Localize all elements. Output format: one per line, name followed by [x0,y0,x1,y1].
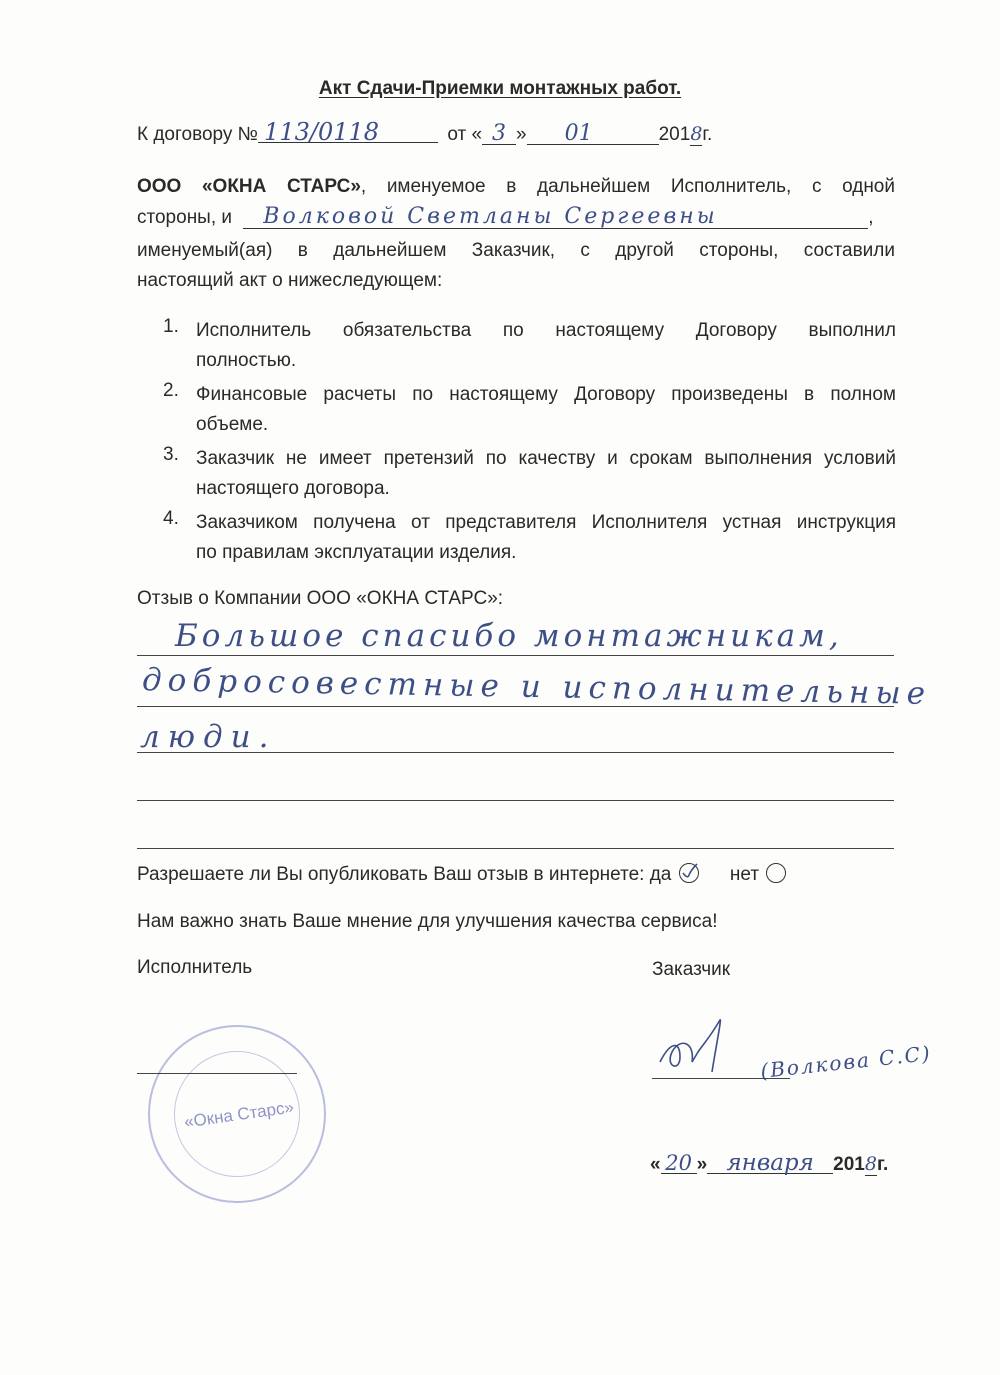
date-day [661,1153,697,1174]
stamp-text: «Окна Старс» [182,1097,295,1132]
item-3-number: 3. [163,444,179,465]
review-rule-5 [137,848,894,849]
intro-line-4: настоящий акт о нижеследующем: [137,270,443,291]
publish-question [137,863,786,886]
date-month-value: января [726,1150,814,1176]
date-open: « [650,1154,661,1175]
intro-line-1 [137,176,895,198]
contract-close: » [516,124,527,145]
intro-line-2: стороны, и Волковой Светланы Сергеевны , [137,204,874,229]
review-rule-2 [137,706,894,707]
executor-label: Исполнитель [137,957,253,978]
review-rule-3 [137,752,894,753]
item-1-line-1: Исполнитель обязательства по настоящему Договору выполнил [196,320,896,341]
item-2-number: 2. [163,380,179,401]
contract-year-prefix: 201 [658,124,691,145]
customer-sign-name: (Волкова С.С) [759,1041,933,1083]
date-month [707,1150,833,1176]
customer-label: Заказчик [652,959,731,980]
customer-name-value: Волковой Светланы Сергеевны [263,204,718,229]
customer-signature-line [652,1078,790,1079]
document-title: Акт Сдачи-Приемки монтажных работ. [318,78,682,99]
company-name: ООО «ОКНА СТАРС» [137,176,361,197]
item-2-text [196,380,896,440]
item-2-line-2: объеме. [196,414,269,435]
contract-year-suffix: г. [702,124,713,145]
item-1 [0,316,1000,380]
contract-prefix: К договору № [137,124,259,145]
no-label: нет [729,864,760,885]
item-3-text [196,444,896,504]
item-2-line-1: Финансовые расчеты по настоящему Договору произведены в полном [196,384,896,405]
item-4-number: 4. [163,508,179,529]
company-stamp [148,1025,326,1203]
contract-number-value: 113/0118 [264,118,380,146]
executor-signature-line [137,1073,297,1074]
item-4-line-2: по правилам эксплуатации изделия. [196,542,517,563]
item-3 [0,444,1000,508]
contract-line [137,118,757,146]
date-year-prefix: 201 [833,1154,865,1175]
review-rule-1 [137,655,894,656]
signature-date [650,1150,889,1176]
intro-line-2-prefix: стороны, и [137,207,233,228]
item-3-line-2: настоящего договора. [196,478,390,499]
date-day-value: 20 [665,1151,692,1175]
date-close: » [696,1154,708,1175]
intro-line-1-rest: , именуемое в дальнейшем Исполнитель, с одной [360,176,895,197]
item-1-text [196,316,896,376]
item-4 [0,508,1000,572]
opinion-text: Нам важно знать Ваше мнение для улучшения качества сервиса! [137,911,718,932]
contract-month [527,121,659,146]
contract-from: от « [447,124,483,145]
item-4-line-1: Заказчиком получена от представителя Исполнителя устная инструкция [196,512,896,533]
item-3-line-1: Заказчик не имеет претензий по качеству и срокам выполнения условий [196,448,896,469]
contract-day [482,121,516,146]
yes-radio[interactable] [679,863,699,883]
date-year-digit: 8 [864,1153,877,1175]
no-radio[interactable] [766,863,786,883]
review-line-2: добросовестные и исполнительные [141,662,932,712]
review-line-3: люди. [140,719,277,755]
customer-name [243,206,868,229]
item-2 [0,380,1000,444]
item-1-number: 1. [163,316,179,337]
check-mark-icon [678,861,700,883]
item-1-line-2: полностью. [196,350,297,371]
item-4-text [196,508,896,568]
contract-year-digit: 8 [690,123,703,145]
review-label: Отзыв о Компании ООО «ОКНА СТАРС»: [137,588,504,609]
contract-month-value: 01 [564,121,593,146]
intro-line-3: именуемый(ая) в дальнейшем Заказчик, с другой стороны, составили [137,240,895,261]
contract-number [258,118,438,146]
review-rule-4 [137,800,894,801]
date-year-suffix: г. [876,1154,889,1175]
review-line-1: Большое спасибо монтажникам, [175,618,843,654]
publish-question-text: Разрешаете ли Вы опубликовать Ваш отзыв в интернете: да [137,864,672,885]
contract-day-value: 3 [492,121,507,146]
